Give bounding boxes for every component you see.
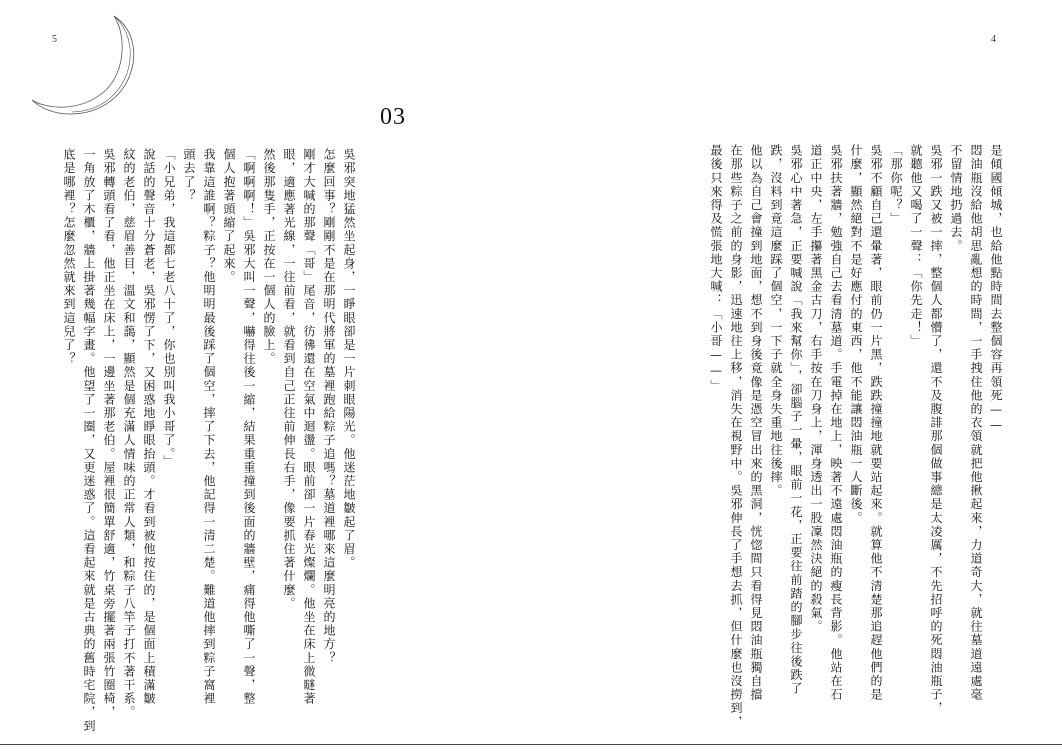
page-number-left: 5 bbox=[52, 34, 57, 45]
right-page bbox=[531, 0, 1062, 752]
text-line: 吳邪扶著牆，勉強自己去看清墓道。手電掉在地上，映著不遠處悶油瓶的瘦長背影。他站在石 bbox=[829, 144, 843, 702]
text-line: 「啊啊啊！」吳邪大叫一聲，嚇得往後一縮，結果重重撞到後面的牆壁，痛得他嘶了一聲，整 bbox=[242, 148, 256, 706]
text-line: 吳邪轉頭看了看，他正坐在床上，一邊坐著那老伯。屋裡很簡單舒適，竹桌旁擺著兩張竹圈椅， bbox=[102, 148, 116, 720]
text-line: 怎麼回事？剛剛不是在那明代將軍的墓裡跑給粽子追嗎？墓道裡哪來這麼明亮的地方？ bbox=[322, 148, 336, 665]
text-line: 「小兄弟，我這都七老八十了，你也別叫我小哥了。」 bbox=[162, 148, 176, 469]
text-line: 不留情地扔過去。 bbox=[949, 144, 963, 253]
text-line: 道正中央，左手攥著黑金古刀，右手按在刀身上，渾身透出一股凜然決絕的殺氣。 bbox=[809, 144, 823, 634]
chapter-title: 03 bbox=[380, 104, 406, 130]
text-line: 頭去了？ bbox=[182, 148, 196, 203]
text-line: 就聽他又喝了一聲：「你先走！」 bbox=[909, 144, 923, 348]
text-line: 然後那隻手，正按在一個人的臉上。 bbox=[262, 148, 276, 366]
text-line: 吳邪一跌又被一摔，整個人都懵了，還不及腹誹那個做事總是太凌厲，不先招呼的死悶油瓶子， bbox=[929, 144, 943, 716]
text-line: 紋的老伯，慈眉善目，溫文和藹，顯然是個充滿人情味的正常人類，和粽子八竿子打不著干系。 bbox=[122, 148, 136, 720]
text-line: 個人抱著頭縮了起來。 bbox=[222, 148, 236, 284]
text-line: 吳邪突地猛然坐起身，一睜眼卻是一片刺眼陽光。他迷茫地皺起了眉。 bbox=[342, 148, 356, 570]
text-line: 最後只來得及慌張地大喊：「小哥——」 bbox=[709, 144, 723, 393]
text-line: 悶油瓶沒給他胡思亂想的時間，一手拽住他的衣領就把他揪起來，力道奇大，就往墓道遠處毫 bbox=[969, 144, 983, 702]
text-line: 在那些粽子之前的身影，迅速地往上移，消失在視野中。吳邪伸長了手想去抓，但什麼也沒撈到， bbox=[729, 144, 743, 729]
text-line: 眼，適應著光線，一往前看，就看到自己正往前伸長右手，像要抓住著什麼。 bbox=[282, 148, 296, 611]
text-line: 是傾國傾城，也給他點時間去整個容再領死—— bbox=[989, 144, 1003, 434]
text-line: 吳邪不顧自己還暈著，眼前仍一片黑，跌跌撞撞地就要站起來。就算他不清楚那追趕他們的是 bbox=[869, 144, 883, 702]
bottom-rule bbox=[0, 744, 1062, 745]
text-line: 底是哪裡？怎麼忽然就來到這兒了？ bbox=[62, 148, 76, 366]
text-line: 說話的聲音十分蒼老，吳邪愣了下，又困惑地睜眼抬頭。才看到被他按住的，是個面上積滿皺 bbox=[142, 148, 156, 706]
text-line: 剛才大喊的那聲「哥」尾音，彷彿還在空氣中迴盪。眼前卻一片春光燦爛。他坐在床上微瞇著 bbox=[302, 148, 316, 706]
text-line: 他以為自己會撞到地面，想不到身後竟像是憑空冒出來的黑洞，恍惚間只看得見悶油瓶獨自擋 bbox=[749, 144, 763, 702]
text-line: 什麼，顯然絕對不是好應付的東西，他不能讓悶油瓶一人斷後。 bbox=[849, 144, 863, 525]
crescent-moon-illustration bbox=[22, 10, 142, 120]
text-line: 我靠這誰啊？粽子？他明明最後踩了個空，摔了下去，他記得一清二楚。難道他摔到粽子窩裡 bbox=[202, 148, 216, 706]
text-line: 「那你呢？」 bbox=[889, 144, 903, 226]
text-line: 吳邪心中著急，正要喊說「我來幫你」，卻腦子一暈，眼前一花，正要往前踏的腳步往後跌了 bbox=[789, 144, 803, 696]
text-line: 一角放了木櫃，牆上掛著幾幅字畫。他望了一圈，又更迷惑了。這看起來就是古典的舊時宅院，到 bbox=[82, 148, 96, 733]
page-number-right: 4 bbox=[991, 34, 996, 45]
text-line: 跌，沒料到竟這麼踩了個空，一下子就全身失重地往後摔。 bbox=[769, 144, 783, 498]
